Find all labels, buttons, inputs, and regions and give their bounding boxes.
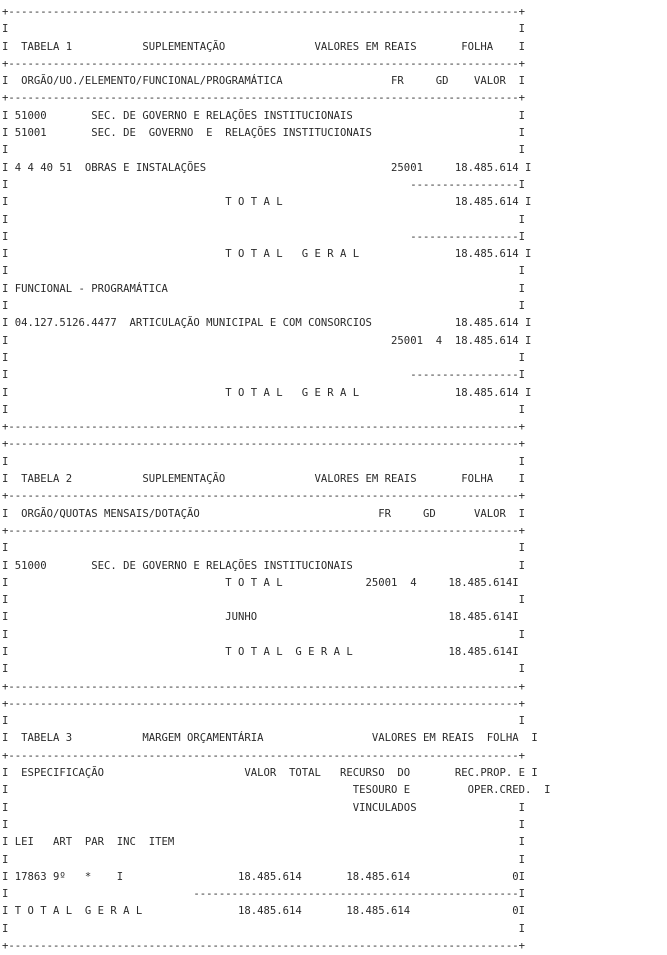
report-line: I 51001 SEC. DE GOVERNO E RELAÇÕES INSTITUCIONAIS I (2, 127, 525, 140)
report-line: I ORGÃO/UO./ELEMENTO/FUNCIONAL/PROGRAMÁTICA FR GD VALOR I (2, 75, 525, 88)
report-line: I I (2, 403, 525, 416)
report-line: I I (2, 213, 525, 226)
report-line: I ---------------------------------------------------I (2, 888, 525, 901)
report-line: I I (2, 818, 525, 831)
report-line: I TABELA 3 MARGEM ORÇAMENTÁRIA VALORES EM REAIS FOLHA I (2, 732, 538, 745)
report-line: I I (2, 300, 525, 313)
report-line: I I (2, 628, 525, 641)
report-line: I I (2, 853, 525, 866)
report-line: I I (2, 542, 525, 555)
report-line: +--------------------------------------------------------------------------------+ (2, 57, 525, 70)
report-line: I I (2, 922, 525, 935)
report-line: I -----------------I (2, 230, 525, 243)
report-line: I I (2, 23, 525, 36)
report-line: +--------------------------------------------------------------------------------+ (2, 438, 525, 451)
report-line: I T O T A L G E R A L 18.485.614I (2, 645, 519, 658)
report-line: I T O T A L G E R A L 18.485.614 I (2, 386, 532, 399)
report-line: +--------------------------------------------------------------------------------+ (2, 680, 525, 693)
report-line: I I (2, 663, 525, 676)
report-line: +--------------------------------------------------------------------------------+ (2, 524, 525, 537)
report-line: I I (2, 351, 525, 364)
report-line: I 4 4 40 51 OBRAS E INSTALAÇÕES 25001 18.485.614 I (2, 161, 532, 174)
report-line: I T O T A L G E R A L 18.485.614 I (2, 248, 532, 261)
report-line: I I (2, 144, 525, 157)
report-line: I 04.127.5126.4477 ARTICULAÇÃO MUNICIPAL E COM CONSORCIOS 18.485.614 I (2, 317, 532, 330)
report-line: +--------------------------------------------------------------------------------+ (2, 749, 525, 762)
report-line: +--------------------------------------------------------------------------------+ (2, 6, 525, 18)
report-line: I T O T A L 18.485.614 I (2, 196, 532, 209)
report-line: I TABELA 1 SUPLEMENTAÇÃO VALORES EM REAIS FOLHA I (2, 40, 525, 53)
report-line: I VINCULADOS I (2, 801, 525, 814)
report-line: I ORGÃO/QUOTAS MENSAIS/DOTAÇÃO FR GD VALOR I (2, 507, 525, 520)
report-line: +--------------------------------------------------------------------------------+ (2, 940, 525, 953)
report-line: I -----------------I (2, 369, 525, 382)
report-line: +--------------------------------------------------------------------------------+ (2, 697, 525, 710)
report-line: I TESOURO E OPER.CRED. I (2, 784, 551, 797)
report-line: I I (2, 715, 525, 728)
report-line: I -----------------I (2, 178, 525, 191)
report-line: I I (2, 455, 525, 468)
report-line: I TABELA 2 SUPLEMENTAÇÃO VALORES EM REAIS FOLHA I (2, 473, 525, 486)
report-line: I 25001 4 18.485.614 I (2, 334, 532, 347)
report-line: +--------------------------------------------------------------------------------+ (2, 490, 525, 503)
report-line: I JUNHO 18.485.614I (2, 611, 519, 624)
report-line: I 17863 9º * I 18.485.614 18.485.614 0I (2, 870, 525, 883)
report-line: I T O T A L 25001 4 18.485.614I (2, 576, 519, 589)
report-line: I 51000 SEC. DE GOVERNO E RELAÇÕES INSTITUCIONAIS I (2, 109, 525, 122)
report-line: I T O T A L G E R A L 18.485.614 18.485.614 0I (2, 905, 525, 918)
report-line: +--------------------------------------------------------------------------------+ (2, 92, 525, 105)
report-line: I I (2, 594, 525, 607)
report-line: I I (2, 265, 525, 278)
report-line: I 51000 SEC. DE GOVERNO E RELAÇÕES INSTITUCIONAIS I (2, 559, 525, 572)
report-line: I LEI ART PAR INC ITEM I (2, 836, 525, 849)
report-line: +--------------------------------------------------------------------------------+ (2, 421, 525, 434)
report-line: I ESPECIFICAÇÃO VALOR TOTAL RECURSO DO REC.PROP. E I (2, 767, 538, 780)
report-line: I FUNCIONAL - PROGRAMÁTICA I (2, 282, 525, 295)
